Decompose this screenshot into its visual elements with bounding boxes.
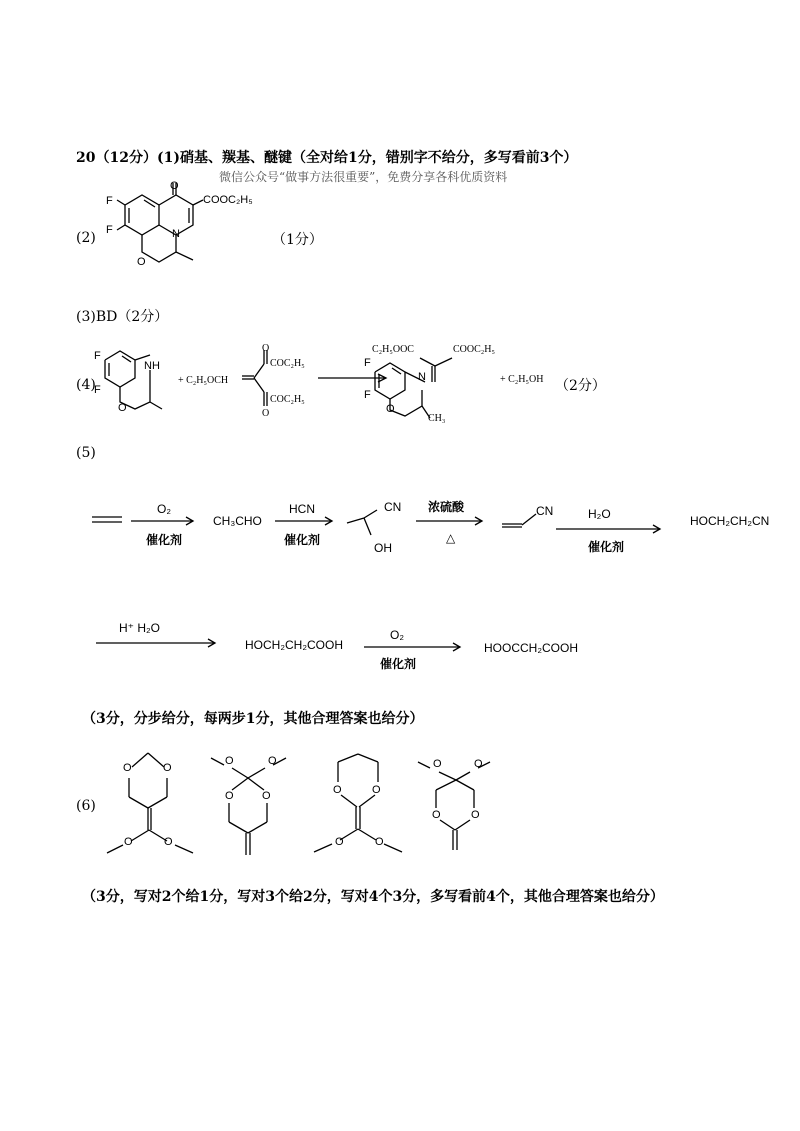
isomer3-structure [308,752,418,862]
part4-reagent-plus: + [178,375,184,386]
hydroxypropionitrile: HOCH₂CH₂CN [690,514,770,528]
step2-arrow [275,516,340,526]
part4-prod-n: N [418,371,426,383]
part5-label: (5) [76,445,96,461]
isomer1-o1: O [123,762,132,774]
part4-byproduct: + C₂H₅OH [500,374,544,385]
part4-reactant1 [100,345,180,425]
acetaldehyde: CH₃CHO [213,514,262,528]
part2-structure [95,180,295,290]
part4-plus-reagent [178,375,228,386]
cyanohydrin-bonds [347,508,387,543]
malonic-acid: HOOCCH₂COOH [484,641,578,655]
part4-r1-o: O [118,402,127,414]
acrylonitrile-cn: CN [536,504,554,518]
part6-score: （3分，写对2个给1分，写对3个给2分，写对4个3分，多写看前4个，其他合理答案也给分） [82,889,664,905]
part4-prod-ch3: CH₃ [428,413,446,424]
isomer3-o1: O [333,784,342,796]
part4-prod-o: O [386,403,395,415]
step1-reagent: O₂ [157,502,171,516]
watermark-text: 微信公众号“做事方法很重要”，免费分享各科优质资料 [219,170,508,184]
isomer2-o1: O [225,755,234,767]
question-header: 20（12分）(1)硝基、羰基、醚键（全对给1分，错别字不给分，多写看前3个） [76,150,578,166]
cyanohydrin-cn: CN [384,500,402,514]
step1-arrow [131,516,201,526]
isomer1-structure [105,745,205,860]
part4-score: （2分） [555,378,606,394]
part4-reagent-o2: O [262,408,270,419]
part4-prod-f2: F [364,389,371,401]
cyanohydrin-oh: OH [374,541,392,555]
step6-reagent: O₂ [390,628,404,642]
part6-label: (6) [76,798,96,814]
part4-reagent-left: C₂H₅OCH [186,375,229,386]
isomer2-o2: O [268,755,277,767]
step1-catalyst: 催化剂 [146,533,183,547]
isomer4-o4: O [471,809,480,821]
part4-r1-f2: F [94,384,101,396]
isomer2-o4: O [262,790,271,802]
part4-prod-f1: F [364,357,371,369]
step6-arrow [364,642,466,652]
part4-r1-nh: NH [144,360,160,372]
part2-f2: F [106,224,113,236]
part4-reagent-top: COC₂H₅ [270,358,305,369]
isomer4-structure [412,750,512,860]
part5-score: （3分，分步给分，每两步1分，其他合理答案也给分） [82,711,424,727]
isomer2-structure [205,750,305,865]
part3-answer: (3)BD（2分） [76,309,169,325]
isomer2-o3: O [225,790,234,802]
step2-catalyst: 催化剂 [284,533,321,547]
part4-reagent-o1: O [262,343,270,354]
part4-prod-left-ester: C₂H₅OOC [372,344,414,355]
step5-reagent: H⁺ H₂O [119,621,160,635]
step3-heat: △ [446,531,456,545]
step3-reagent: 浓硫酸 [428,500,465,514]
part2-o: O [170,180,179,192]
isomer3-o4: O [375,836,384,848]
part2-label: (2) [76,230,96,246]
part2-score: （1分） [272,232,323,248]
step4-catalyst: 催化剂 [588,540,625,554]
part4-reagent-bottom: COC₂H₅ [270,394,305,405]
step4-reagent: H₂O [588,507,611,521]
isomer4-o3: O [432,809,441,821]
hydroxypropionic-acid: HOCH₂CH₂COOH [245,638,343,652]
part2-f1: F [106,195,113,207]
isomer3-o2: O [372,784,381,796]
isomer1-o3: O [124,836,133,848]
part2-ester: COOC₂H₅ [203,194,253,206]
part4-prod-right-ester: COOC₂H₅ [453,344,495,355]
step5-arrow [96,638,221,648]
step2-reagent: HCN [289,502,315,516]
ethylene-double-bond [92,515,124,525]
step6-catalyst: 催化剂 [380,657,417,671]
part2-o2: O [137,256,146,268]
part4-label: (4) [76,377,96,393]
step3-arrow [416,516,488,526]
isomer1-o4: O [164,836,173,848]
isomer1-o2: O [163,762,172,774]
isomer3-o3: O [335,836,344,848]
isomer4-o1: O [433,758,442,770]
step4-arrow [556,524,666,534]
isomer4-o2: O [474,758,483,770]
part4-r1-f1: F [94,350,101,362]
part4-product [360,350,470,425]
part2-n: N [172,228,180,240]
